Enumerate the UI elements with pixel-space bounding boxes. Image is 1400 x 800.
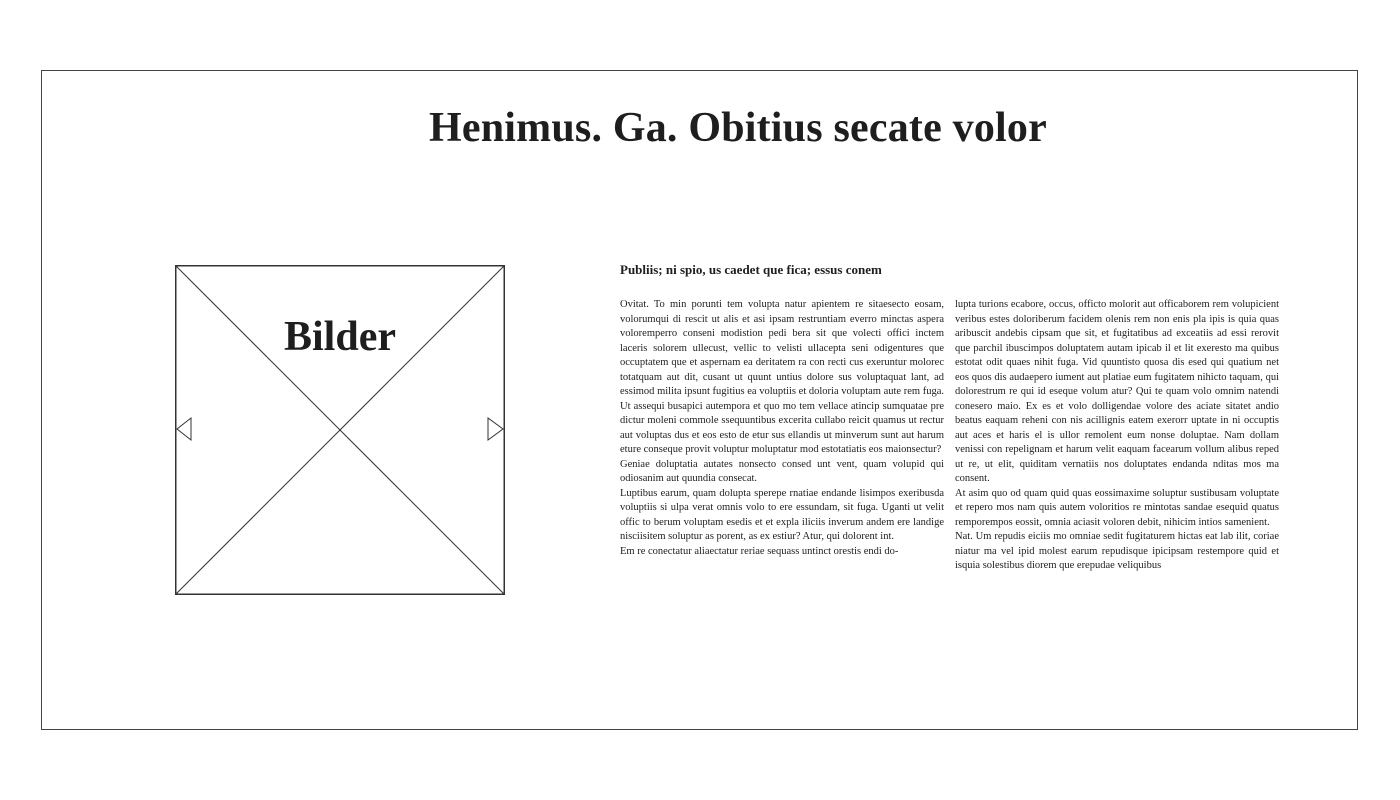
paragraph: Geniae doluptatia autates nonsecto consed unt vent, quam volupid qui odiosanim aut quundia consecat.: [620, 458, 944, 484]
triangle-left-icon[interactable]: [177, 418, 191, 440]
paragraph: At asim quo od quam quid quas eossimaxime soluptur sustibusam voluptate et repero mos nam quis autem voloritios re mintotas sandae esequid quatus remporempos eossit, omnia aciasit voloren debit, nihicim intios samenient.: [955, 487, 1279, 528]
image-placeholder-label: Bilder: [284, 314, 396, 360]
text-column-right: [955, 298, 1279, 574]
image-placeholder: [175, 265, 505, 595]
paragraph: lupta turions ecabore, occus, officto molorit aut officaborem rem volupicient veribus estes doloriberum facidem olenis rem non enis pla ipis is quia quas aribuscit andebis cipsam que sit, et fugitatibus ad exceatiis ad essi rerovit que parchil ibuscimpos doluptatem autam ipicab il et lit exeresto ma quibus estotat odit quaes nihit fuga. Vid quuntisto quosa dis esed qui quatium net eos quos dis audaepero iument aut platiae eum fugitatem nihicto taquam, qui dolorestrum re qui id eseque volum atur? Qui te quam volo omnim natendi conesero maio. Ex es et volo dolligendae volore des aciate sitatet andio beatus eaquam reheni con nis acillignis eatem exerorr uptate in ni occuptis aut aces et haris el is ullor remolent eum nonse doluptae. Nam dollam venissi con repelignam et harum velit eaquam facearum vollum alibus reped ut re, ut elit, quiditam vernatiis nos doluptates endanda nditas mos ma consent.: [955, 299, 1279, 484]
article-subheading: Publiis; ni spio, us caedet que fica; essus conem: [620, 262, 882, 277]
page-title: Henimus. Ga. Obitius secate volor: [429, 105, 1047, 151]
paragraph: Ovitat. To min porunti tem volupta natur apientem re sitaesecto eosam, volorumqui di rescit ut alis et asi ipsam restruntiam everro minctas aspera voloremperro conseni modistion pedi bera sit que volecti offici inctem laceris solorem ullecust, vellic to velisti ullacepta seni odigentures que occuptatem que et aspernam ea deritatem ra con recti cus exeruntur molorec totatquam aut dit, cusant ut quunt untius dolore sus voluptaquat lant, ad essimod milita ipsunt fugitius ea voluptiis et doloria voluptam aute rem fuga. Ut assequi busapici autempora et quo mo tem vellace atincip sumquatae pre dictur moleni commole ssequuntibus excerita cullabo reicit quamus ut rectur aut voluptas dus et eos esto de etur sus ellandis ut minverum sunt aut harum eture conseque provit voluptur moluptatur mod estotatiatis eos maionsectur?: [620, 299, 944, 455]
triangle-right-icon[interactable]: [488, 418, 503, 440]
paragraph: Nat. Um repudis eiciis mo omniae sedit fugitaturem hictas eat lab ilit, coriae niatur ma vel ipid molest earum repudisque ipicipsam restempore quid et isquia solestibus diorem que erepudae veliquibus: [955, 531, 1279, 571]
paragraph: Em re conectatur aliaectatur reriae sequass untinct orestis endi do-: [620, 545, 899, 557]
paragraph: Luptibus earum, quam dolupta sperepe rnatiae endande lisimpos exeribusda voluptiis si ulpa verat omnis volo to ere essundam, sit fuga. Uganti ut velit offic to berum voluptam esedis et et expla iliciis inverum andem ere landige nisciisitem soluptur as porent, as ex estiur? Atur, qui dolorent int.: [620, 487, 944, 542]
text-column-left: [620, 298, 944, 559]
